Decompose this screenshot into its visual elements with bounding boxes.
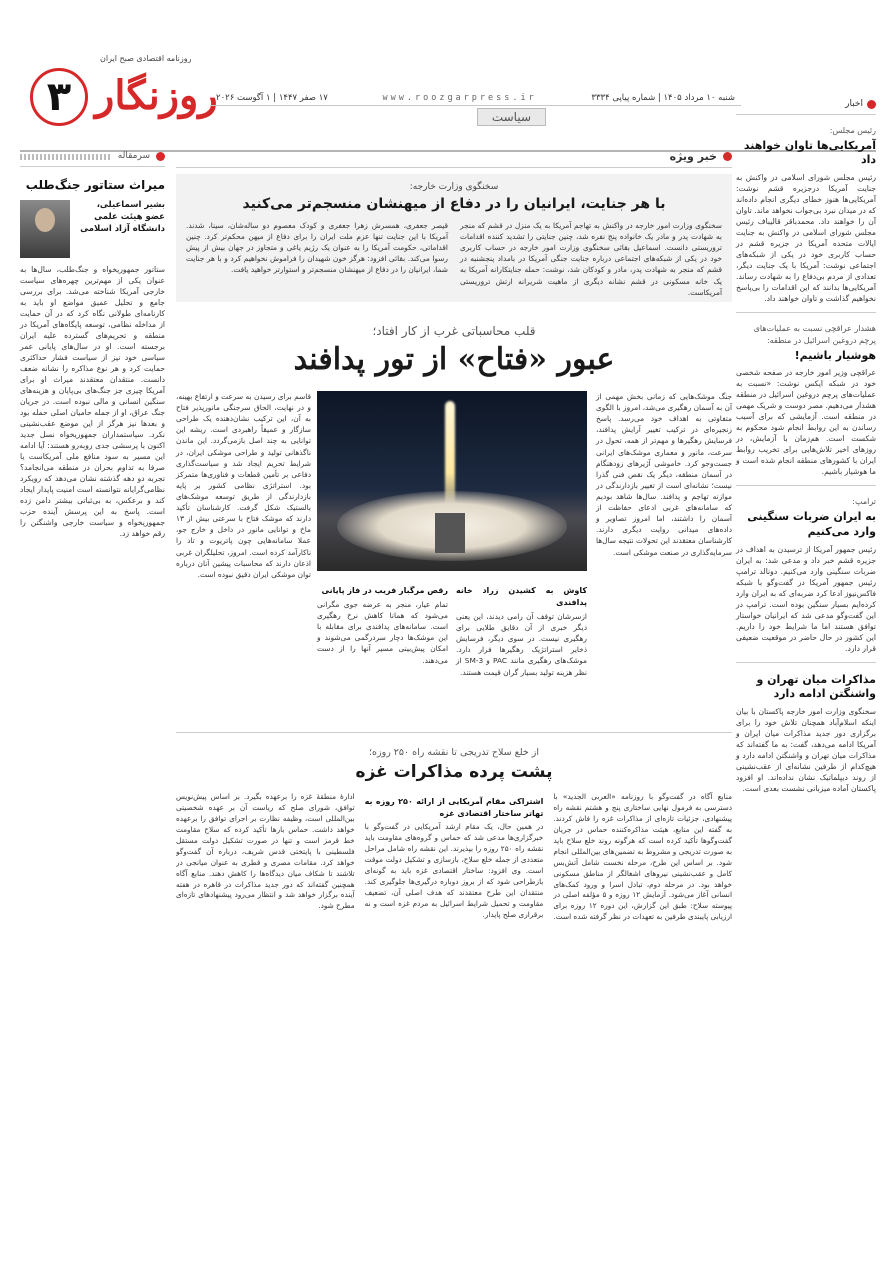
news-item	[736, 125, 876, 304]
bullet-icon	[867, 100, 876, 109]
missile-launch-photo	[317, 391, 587, 571]
lead-bottom-text: تمام عیار، منجر به عرضه جوی مگرانی می‌شود که همانا کاهش نرخ رهگیری است. سامانه‌های پدافندی برای مقابله با این موشک‌ها دچار سردرگمی می‌شوند و امکان پیش‌بینی مسیر آنها را از دست می‌دهند.	[317, 600, 448, 665]
bullet-icon	[156, 152, 165, 161]
news-kicker: هشدار عراقچی نسبت به عملیات‌های پرچم دروغین اسرائیل در منطقه:	[753, 324, 876, 345]
author-name: بشیر اسماعیلی، عضو هیئت علمی دانشگاه آزاد اسلامی	[80, 200, 165, 235]
lead-text-bottom	[317, 581, 587, 678]
divider	[736, 312, 876, 313]
website-url[interactable]: www.roozgarpress.ir	[382, 92, 537, 103]
news-body: سخنگوی وزارت امور خارجه پاکستان با بیان اینکه اسلام‌آباد همچنان تلاش خود را برای برگزاری دور جدید مذاکرات میان ایران و آمریکا ادامه می‌دهد، گفت: به ما گفته‌اند که مذاکرات میان تهران و واشنگتن ادامه دارد و هیچ‌کدام از طرفین نشانه‌ای از عقب‌نشینی از روند دیپلماتیک نشان نداده‌اند. او افزود پاکستان آماده میزبانی نشست بعدی است.	[736, 707, 876, 794]
special-col: قیصر جعفری، همسرش زهرا جعفری و کودک معصوم دو ساله‌شان، سینا، شدند. آمریکا با این جنایت تنها عزم ملت ایران را برای دفاع از میهن محکم‌تر کرد. چنین اقداماتی، حکومت آمریکا را به عنوان یک رژیم یاغی و متجاوز در جهان بیش از پیش رسوا می‌کند. بقائی افزود: هرگز خون شهیدان را فراموش نخواهیم کرد و با هر جنایت شما، ایرانیان را در دفاع از میهنشان منسجم‌تر و استوارتر خواهید یافت.	[186, 221, 448, 275]
news-item	[736, 673, 876, 795]
editorial-body: ستاتور جمهوریخواه و جنگ‌طلب، سال‌ها به عنوان یکی از مهم‌ترین چهره‌های سیاست خارجی آمریکا شناخته می‌شد. برای بررسی جامع و تحلیل عمیق مواضع او باید به کارنامه‌ای طولانی نگاه کرد که در آن حمایت از مداخله نظامی، توسعه پایگاه‌های آمریکا در منطقه و تحریم‌های گسترده علیه ایران برجسته است. او در سال‌های پایانی عمر سیاسی خود نیز از سیاست فشار حداکثری حمایت کرد و هر نوع مذاکره را نشانه ضعف دانست. منتقدان معتقدند میراث او برای آمریکا چیزی جز جنگ‌های بی‌پایان و هزینه‌های سنگین انسانی و مالی نبوده است. در جریان جنگ عراق، او از جمله حامیان اصلی حمله بود و بعدها نیز هرگز از این موضع عقب‌نشینی نکرد. سیاستمداران جمهوریخواه نسل جدید اکنون با پرسشی جدی روبه‌رو هستند: آیا ادامه این مسیر به سود منافع ملی آمریکاست یا صرفا به تداوم بحران در منطقه می‌انجامد؟ تجربه دو دهه گذشته نشان می‌دهد که رویکرد نظامی‌گرایانه نتوانسته است امنیت پایدار ایجاد کند و برعکس، به بی‌ثباتی بیشتر دامن زده است. پاسخ به این پرسش آینده حزب جمهوریخواه و سیاست خارجی واشنگتن را رقم خواهد زد.	[20, 265, 165, 539]
lead-text-right: جنگ موشک‌هایی که زمانی بخش مهمی از آن به آسمان رهگیری می‌شد، امروز با الگوی متفاوتی به اهداف خود می‌رسد. پاسخ زنجیره‌ای در ترکیب تغییر آرایش پدافند، فرسایش رهگیرها و مهم‌تر از همه، تحول در سرعت، مانور و معماری موشک‌های ایرانی جست‌وجو کرد. خاموشی آژیرهای زودهنگام در آسمان منطقه، دیگر یک نقص فنی گذرا نیست؛ نشانه‌ای است از تغییر بازدارندگی در موازنه تهاجم و پدافند. سال‌ها شاهد بودیم که سامانه‌های غربی ادعای حفاظت از آسمان را داشتند، اما امروز تصاویر و داده‌های میدانی روایت دیگری دارند. کارشناسان معتقدند این تحولات نتیجه سال‌ها سرمایه‌گذاری در صنعت موشکی است.	[596, 392, 732, 557]
section-label: سیاست	[477, 108, 546, 126]
news-body: عراقچی وزیر امور خارجه در صفحه شخصی خود در شبکه ایکس نوشت: «نسبت به عملیات‌های پرچم دروغین اسرائیل در منطقه هشدار می‌دهیم. مصر دوست و شریک مهمی در منطقه است. آزمایشی که برای آسیب رساندن به این روابط انجام شود محکوم به شکست است. هم‌زمان با آزمایش، در روزهای اخیر تلاش‌هایی برای تخریب روابط ایران با کشورهای منطقه انجام شده است و ما هوشیار باشیم.	[736, 368, 876, 477]
gaza-col-text: در همین حال، یک مقام ارشد آمریکایی در گفت‌وگو با خبرگزاری‌ها مدعی شد که حماس و گروه‌های مقاومت باید نقشه راه ۲۵۰ روزه را بپذیرند. این نقشه راه شامل مراحل متعددی از جمله خلع سلاح، بازسازی و تشکیل دولت موقت است. وی افزود: ساختار اقتصادی غزه باید به گونه‌ای بازطراحی شود که از بروز دوباره درگیری‌ها جلوگیری کند. منتقدان این طرح معتقدند که هدف اصلی آن، تضعیف مقاومت و تحمیل شرایط اسرائیل به مردم غزه است و نه برقراری صلح پایدار.	[364, 822, 544, 919]
news-body: رئیس مجلس شورای اسلامی در واکنش به جنایت آمریکا درجزیره قشم نوشت: آمریکایی‌ها هنوز خطای دیگری انجام داده‌اند که در میدان نبرد بی‌جواب نخواهد ماند. تاوان آن را خواهند داد. محمدباقر قالیباف رئیس مجلس شورای اسلامی در واکنش به جنایت ایالات متحده آمریکا در جزیره قشم در حساب کاربری خود در یکی از شبکه‌های اجتماعی نوشت: آمریکا با یک جنایت دیگر، تعدادی از مردم بی‌دفاع را به شهادت رساند. آمریکایی‌ها بدانند که این اقدامات را بی‌پاسخ نخواهیم گذاشت و تاوان خواهند داد.	[736, 173, 876, 304]
special-col: سخنگوی وزارت امور خارجه در واکنش به تهاجم آمریکا به یک منزل در قشم که منجر به شهادت پدر و مادر یک خانواده پنج نفره شد، چنین جنایتی را تشدید کننده اقدامات تروریستی دانست. اسماعیل بقائی سخنگوی وزارت امور خارجه در حساب کاربری خود در یکی از شبکه‌های اجتماعی درباره جنایت جنگی آمریکا در بامداد پنجشنبه در قشم که منجر به شهادت پدر، مادر و کودکان شد، نوشت: حمله جنایتکارانه آمریکا به یک خانه مسکونی در قشم نشانه دیگری از ماهیت شریرانه ارتش تروریستی آمریکاست.	[460, 221, 722, 297]
newspaper-tagline: روزنامه اقتصادی صبح ایران	[100, 54, 192, 63]
gaza-col	[365, 792, 544, 1132]
gaza-headline[interactable]: پشت پرده مذاکرات غزه	[355, 762, 553, 782]
lead-headline[interactable]: عبور «فتاح» از تور پدافند	[293, 342, 615, 377]
special-kicker: سخنگوی وزارت خارجه:	[409, 182, 499, 192]
news-item	[736, 496, 876, 653]
date-strip	[210, 90, 741, 106]
subheading: اشتراکی مقام آمریکایی از ارائه ۲۵۰ روزه به تهاتر ساختار اقتصادی غزه	[364, 797, 544, 818]
lead-bottom-col	[456, 581, 587, 678]
subheading: کاوش به کشیدن زراد خانه پدافندی	[456, 586, 587, 607]
divider	[736, 485, 876, 486]
author-photo	[20, 200, 70, 258]
newspaper-logo: روزنگار	[95, 72, 218, 119]
divider	[736, 662, 876, 663]
special-news-header	[176, 150, 732, 168]
editorial-label: سرمقاله	[117, 151, 150, 161]
special-news-label: خبر ویژه	[669, 150, 717, 163]
special-news-box	[176, 174, 732, 302]
launcher	[435, 513, 465, 553]
news-body: رئیس جمهور آمریکا از ترسیدن به اهداف در جزیره قشم خبر داد و مدعی شد: به ایران ضربات سنگینی وارد می‌کنیم. دونالد ترامپ رئیس جمهور آمریکا در گفت‌وگو با شبکه فاکس‌نیوز ادعا کرد ضربه‌ای که به ایران وارد کرده‌ایم بسیار سنگین بوده است. ترامپ در این گفت‌وگو مدعی شد که ایرانیان خواستار توافق هستند اما ما شرایط خود را داریم. این کشور در حال حاضر در موقعیت ضعیفی قرار دارد.	[736, 544, 876, 653]
news-title[interactable]: به ایران ضربات سنگینی وارد می‌کنیم	[747, 509, 876, 538]
news-kicker: ترامپ:	[852, 497, 876, 507]
gaza-article	[176, 732, 732, 1132]
bullet-icon	[723, 152, 732, 161]
author-box	[20, 200, 165, 258]
news-column-header	[736, 98, 876, 115]
lead-text-left: قاسم برای رسیدن به سرعت و ارتفاع بهینه، و در نهایت، الحاق سرجنگی مانورپذیر فتاح به آن، این ترکیب نشان‌دهنده یک طراحی سازگار و عمیقاً راهبردی است. ریشه این توانایی به چند اصل بازمی‌گردد. این ماندن ناگذ‌هانی تولید و طراحی موشکی ایران، در شرایط تحریم ایجاد شد و سیاست‌گذاری دفاعی بر تأمین قطعات و فناوری‌ها متمرکز بود. استراتژی نظامی کشور بر پایه بازدارندگی از طریق توسعه موشک‌های بالستیک شکل گرفت. کارشناسان تأکید دارند که موشک فتاح با سرعتی بیش از ۱۳ ماخ و توانایی مانور در داخل و خارج جو، عملا سامانه‌هایی چون پاتریوت و تاد را ناکارآمد کرده است. امروز، تحلیلگران غربی اذعان دارند که محاسبات پیشین آنان درباره توان موشکی ایران دقیق نبوده است.	[176, 392, 311, 579]
issue-date-alt: ۱۷ صفر ۱۴۴۷ | ۱ آگوست ۲۰۲۶	[216, 92, 328, 103]
decorative-bar	[20, 154, 112, 160]
news-column-title: اخبار	[845, 99, 863, 109]
subheading: رقص مرگبار فریب در فاز پایانی	[321, 586, 448, 595]
news-title[interactable]: هوشیار باشیم!	[794, 348, 876, 362]
news-kicker: رئیس مجلس:	[829, 126, 876, 136]
news-item	[736, 323, 876, 477]
editorial-header	[20, 150, 165, 167]
news-title[interactable]: آمریکایی‌ها تاوان خواهند داد	[743, 138, 876, 167]
lead-bottom-col	[317, 581, 448, 678]
gaza-col: ادارۀ منطقۀ غزه را برعهده بگیرد. بر اساس پیش‌نویس توافق، شورای صلح که ریاست آن بر عهده شخصیتی بین‌المللی است، وظیفه نظارت بر اجرای توافق را برعهده خواهد داشت. حماس بارها تأکید کرده که سلاح مقاومت خط قرمز است و تنها در صورت تشکیل دولت مستقل فلسطینی با پایتختی قدس شریف، درباره آن گفت‌وگو خواهد کرد. مقامات مصری و قطری به عنوان میانجی در تلاشند تا شکاف میان دیدگاه‌ها را کاهش دهند. منابع آگاه همچنین گفته‌اند که دور جدید مذاکرات در قاهره در هفته آینده برگزار خواهد شد و انتظار می‌رود پیشنهادهای تازه‌ای مطرح شود.	[175, 792, 355, 911]
news-title[interactable]: مذاکرات میان تهران و واشنگتن ادامه دارد	[756, 672, 876, 701]
editorial-column	[20, 150, 165, 1260]
issue-date: شنبه ۱۰ مرداد ۱۴۰۵ | شماره پیاپی ۳۳۳۴	[591, 92, 735, 103]
gaza-col: منابع آگاه در گفت‌وگو با روزنامه «العربی الجدید» با دسترسی به فرمول نهایی ساختاری پنج و هشتم نقشه راه پیشنهادی، جزئیات تازه‌ای از مذاکرات غزه را فاش کردند. به گفته این منابع، هیئت مذاکره‌کننده حماس در جریان گفت‌وگوها تأکید کرده است که هرگونه روند خلع سلاح باید به صورت تدریجی و مشروط به تضمین‌های بین‌المللی انجام شود. بر اساس این طرح، مرحله نخست شامل آتش‌بس کامل و عقب‌نشینی نیروهای اشغالگر از مناطق مسکونی خواهد بود. در مرحله دوم، تبادل اسرا و ورود کمک‌های انسانی آغاز می‌شود. آزمایش ۱۲ روزه و ۵ مؤلفه اصلی در پیوسته سلاح: طبق این گزارش، این دوره ۱۲ روزه برای ارزیابی پایبندی طرفین به تعهدات در نظر گرفته شده است.	[553, 792, 732, 922]
gaza-kicker: از خلع سلاح تدریجی تا نقشه راه ۲۵۰ روزه؛	[369, 747, 539, 758]
editorial-title[interactable]: میراث ستاتور جنگ‌طلب	[25, 178, 165, 193]
lead-article	[176, 391, 732, 726]
special-title[interactable]: با هر جنایت، ایرانیان را در دفاع از میهنشان منسجم‌تر می‌کنید	[242, 196, 666, 212]
lead-kicker: قلب محاسباتی غرب از کار افتاد؛	[372, 324, 536, 338]
page-number: ۳	[30, 68, 88, 126]
main-content	[176, 150, 732, 1260]
gaza-columns	[176, 792, 732, 1132]
special-columns	[186, 220, 722, 298]
lead-bottom-text: ازسرشان توقف آن رامی دیدند، این یعنی دیگر خبری از آن دقایق طلایی برای رهگیری نیست. در سوی دیگر، فرسایش ذخایر استراتژیک رهگیرها فرار دارد. موشک‌های رهگیری مانند PAC و SM-3 از نظر هزینه تولید بسیار گران قیمت هستند.	[456, 612, 587, 677]
news-column	[736, 98, 876, 1260]
